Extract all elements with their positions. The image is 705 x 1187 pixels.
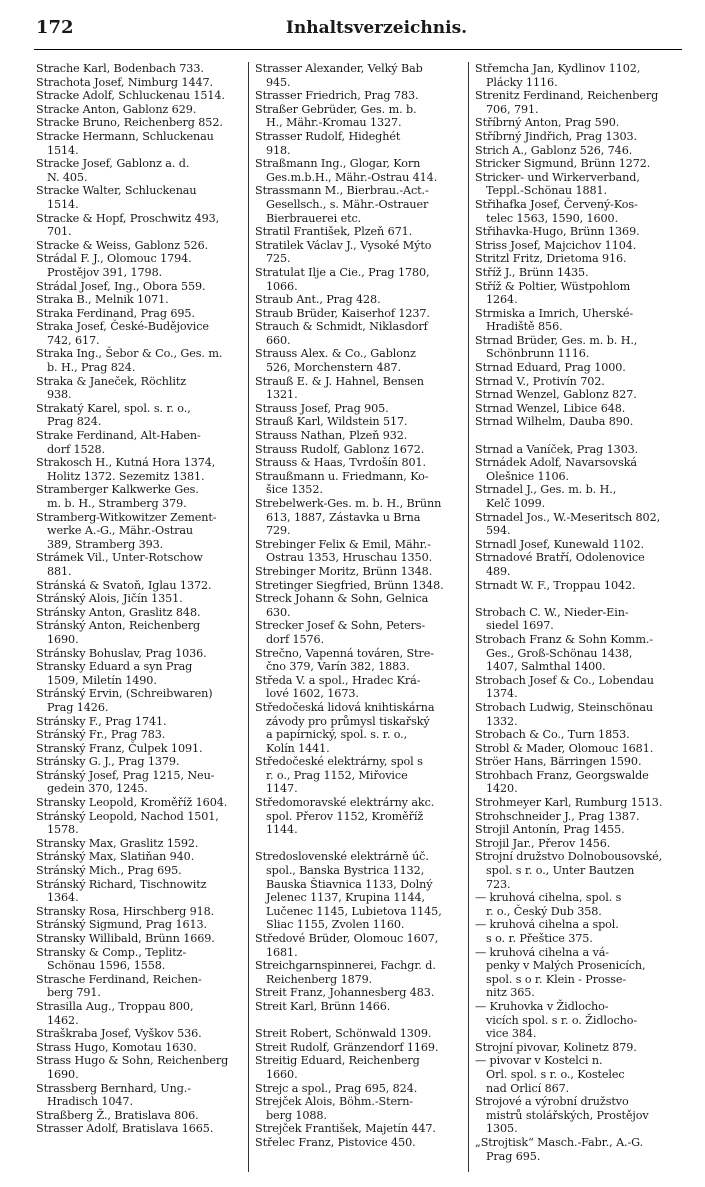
- index-entry-line: Strnádek Adolf, Navarsovská: [475, 456, 637, 470]
- index-entry-line: Stredoslovenské elektrárně úč.: [255, 850, 429, 864]
- index-entry-line: vice 384.: [486, 1027, 537, 1041]
- index-entry-line: Orl. spol. s r. o., Kostelec: [486, 1067, 625, 1081]
- index-entry-line: Plácky 1116.: [486, 75, 558, 89]
- index-entry-line: Hradiště 856.: [486, 320, 563, 334]
- index-entry-line: Strnad Wilhelm, Dauba 890.: [475, 415, 634, 429]
- spacer-line: [255, 837, 468, 851]
- page-header: [34, 17, 679, 43]
- index-entry-line: Stransky & Comp., Teplitz-: [36, 945, 187, 959]
- index-entry-line: Strobach Franz & Sohn Komm.-: [475, 632, 653, 646]
- index-entry-line: 1374.: [486, 687, 518, 701]
- column-divider: [248, 62, 249, 1172]
- index-entry-line: spol. Přerov 1152, Kroměříž: [266, 809, 424, 823]
- index-entry-line: Strojní družstvo Dolnobousovské,: [475, 850, 663, 864]
- index-entry-line: 706, 791.: [486, 102, 539, 116]
- index-entry-line: Středočeské elektrárny, spol s: [255, 755, 423, 769]
- index-entry-line: Strauss Nathan, Plzeň 932.: [255, 429, 408, 443]
- index-entry-line: Strobl & Mader, Olomouc 1681.: [475, 741, 654, 755]
- index-entry-line: lové 1602, 1673.: [266, 687, 359, 701]
- index-entry-line: Strebinger Moritz, Brünn 1348.: [255, 564, 433, 578]
- index-entry-line: Gesellsch., s. Mähr.-Ostrauer: [266, 197, 429, 211]
- index-entry-line: r. o., Prag 1152, Miřovice: [266, 768, 408, 782]
- index-entry-line: Prag 824.: [47, 415, 102, 429]
- column-divider: [468, 62, 469, 1172]
- index-entry-line: Kolín 1441.: [266, 741, 330, 755]
- index-entry-line: 489.: [486, 564, 511, 578]
- index-entry-line: 1332.: [486, 714, 518, 728]
- index-entry-line: Straka B., Melnik 1071.: [36, 293, 169, 307]
- index-entry-line: Stránský Max, Slatiňan 940.: [36, 850, 195, 864]
- index-entry-line: Strojil Antonín, Prag 1455.: [475, 823, 625, 837]
- index-entry-line: r. o., Český Dub 358.: [486, 904, 602, 918]
- index-entry-line: Strohbach Franz, Georgswalde: [475, 768, 649, 782]
- index-entry-line: Stránský Fr., Prag 783.: [36, 728, 166, 742]
- index-entry-line: Stránský Josef, Prag 1215, Neu-: [36, 768, 215, 782]
- index-entry-line: 1514.: [47, 197, 79, 211]
- index-entry-line: Strauß E. & J. Hahnel, Bensen: [255, 374, 424, 388]
- index-entry-line: Stritzl Fritz, Drietoma 916.: [475, 252, 627, 266]
- index-entry-line: Strádal F. J., Olomouc 1794.: [36, 252, 192, 266]
- index-entry-line: Stránsky F., Prag 1741.: [36, 714, 167, 728]
- index-entry-line: 660.: [266, 333, 291, 347]
- index-entry-line: dorf 1528.: [47, 442, 105, 456]
- index-entry-line: Lučenec 1145, Lubietova 1145,: [266, 904, 442, 918]
- index-entry-line: Stránský Sigmund, Prag 1613.: [36, 918, 207, 932]
- index-entry-line: Strobach C. W., Nieder-Ein-: [475, 605, 629, 619]
- index-column-1: [36, 62, 246, 1172]
- index-entry-line: Strasser Adolf, Bratislava 1665.: [36, 1122, 214, 1136]
- index-entry-line: Strnadové Bratří, Odolenovice: [475, 551, 645, 565]
- index-entry-line: Olešnice 1106.: [486, 469, 569, 483]
- index-entry-line: Stransky Max, Graslitz 1592.: [36, 836, 199, 850]
- index-entry-line: Streit Robert, Schönwald 1309.: [255, 1027, 432, 1041]
- index-entry-line: Strnad V., Protivín 702.: [475, 374, 605, 388]
- index-entry-line: 701.: [47, 225, 72, 239]
- index-entry-line: Stramberg-Witkowitzer Zement-: [36, 510, 217, 524]
- index-entry-line: 1578.: [47, 823, 79, 837]
- index-entry-line: Streit Karl, Brünn 1466.: [255, 999, 391, 1013]
- index-entry-line: šice 1352.: [266, 483, 323, 497]
- index-entry-line: 1420.: [486, 782, 518, 796]
- index-entry-line: Stratil František, Plzeň 671.: [255, 225, 413, 239]
- index-entry-line: Stránsky G. J., Prag 1379.: [36, 755, 180, 769]
- index-entry-line: 1660.: [266, 1067, 298, 1081]
- index-entry-line: Prag 1426.: [47, 700, 109, 714]
- index-entry-line: Stricker- und Wirkerverband,: [475, 170, 640, 184]
- index-entry-line: Strnad Wenzel, Gablonz 827.: [475, 388, 637, 402]
- index-entry-line: Strnad Brüder, Ges. m. b. H.,: [475, 333, 638, 347]
- index-entry-line: N. 405.: [47, 170, 88, 184]
- index-entry-line: s o. r. Přeštice 375.: [486, 932, 593, 945]
- index-entry-line: 613, 1887, Zástavka u Brna: [266, 510, 421, 524]
- index-entry-line: werke A.-G., Mähr.-Ostrau: [47, 524, 194, 538]
- index-entry-line: 729.: [266, 524, 291, 538]
- index-entry-line: Strich A., Gablonz 526, 746.: [475, 143, 633, 157]
- index-entry-line: Stříž J., Brünn 1435.: [475, 265, 589, 279]
- index-entry-line: Strasilla Aug., Troppau 800,: [36, 999, 194, 1013]
- index-entry-line: telec 1563, 1590, 1600.: [486, 211, 619, 225]
- spacer-line: [475, 429, 680, 443]
- index-entry-line: Strnadl Josef, Kunewald 1102.: [475, 537, 644, 551]
- index-entry-line: Strnadel Jos., W.-Meseritsch 802,: [475, 510, 661, 524]
- index-entry-line: a papírnický, spol. s. r. o.,: [266, 728, 408, 742]
- index-entry-line: — pivovar v Kostelci n.: [475, 1054, 603, 1068]
- index-entry-line: 1305.: [486, 1122, 518, 1136]
- index-entry-line: Stranský Franz, Čulpek 1091.: [36, 741, 203, 755]
- index-entry-line: Strauß Karl, Wildstein 517.: [255, 415, 408, 429]
- index-entry-line: Ströer Hans, Bärringen 1590.: [475, 755, 642, 769]
- index-entry-line: — Kruhovka v Židlocho-: [475, 999, 609, 1013]
- index-entry-line: Strenitz Ferdinand, Reichenberg: [475, 89, 659, 103]
- index-entry-line: Reichenberg 1879.: [266, 972, 373, 986]
- index-entry-line: Strebinger Felix & Emil, Mähr.-: [255, 537, 431, 551]
- index-entry-line: Strassmann M., Bierbrau.-Act.-: [255, 184, 429, 198]
- index-entry-line: 1147.: [266, 782, 298, 796]
- index-entry-line: Středomoravské elektrárny akc.: [255, 796, 435, 810]
- index-entry-line: Stracke Walter, Schluckenau: [36, 184, 197, 198]
- index-entry-line: Bierbrauerei etc.: [266, 211, 362, 225]
- index-entry-line: Stránský Alois, Jičín 1351.: [36, 592, 183, 606]
- index-entry-line: Strobach & Co., Turn 1853.: [475, 728, 630, 742]
- index-entry-line: „Strojtisk“ Masch.-Fabr., A.-G.: [475, 1135, 644, 1149]
- index-entry-line: Strassberg Bernhard, Ung.-: [36, 1081, 191, 1095]
- index-entry-line: mistrů stolářských, Prostějov: [486, 1108, 649, 1122]
- index-entry-line: Strasser Rudolf, Hideghét: [255, 129, 401, 143]
- index-entry-line: Strass Hugo, Komotau 1630.: [36, 1040, 197, 1054]
- index-entry-line: Strnad Wenzel, Libice 648.: [475, 401, 626, 415]
- index-entry-line: Strasche Ferdinand, Reichen-: [36, 972, 202, 986]
- index-entry-line: Kelč 1099.: [486, 497, 546, 510]
- index-entry-line: Stránsky Bohuslav, Prag 1036.: [36, 646, 207, 660]
- index-entry-line: Teppl.-Schönau 1881.: [486, 184, 607, 198]
- index-entry-line: Strmiska a Imrich, Uherské-: [475, 306, 634, 320]
- index-entry-line: závody pro průmysl tiskařský: [266, 714, 430, 728]
- index-entry-line: Stracke Anton, Gablonz 629.: [36, 102, 197, 116]
- index-entry-line: 389, Stramberg 393.: [47, 537, 164, 551]
- index-entry-line: Stříž & Poltier, Wüstpohlom: [475, 279, 631, 293]
- index-entry-line: siedel 1697.: [486, 619, 554, 633]
- index-entry-line: Střemcha Jan, Kydlinov 1102,: [475, 62, 641, 75]
- index-entry-line: Streichgarnspinnerei, Fachgr. d.: [255, 959, 436, 973]
- index-entry-line: Strnad a Vaníček, Prag 1303.: [475, 442, 639, 456]
- index-entry-line: 881.: [47, 564, 72, 578]
- index-entry-line: Strobach Josef & Co., Lobendau: [475, 673, 654, 687]
- index-entry-line: 1407, Salmthal 1400.: [486, 660, 606, 674]
- index-entry-line: Stracke Adolf, Schluckenau 1514.: [36, 89, 225, 103]
- index-entry-line: 630.: [266, 605, 291, 619]
- index-entry-line: Stransky Eduard a syn Prag: [36, 660, 193, 674]
- index-entry-line: Strohschneider J., Prag 1387.: [475, 809, 640, 823]
- index-entry-line: Strachota Josef, Nimburg 1447.: [36, 75, 213, 89]
- index-entry-line: Středočeská lidová knihtiskárna: [255, 700, 435, 714]
- index-entry-line: Stránsky Anton, Graslitz 848.: [36, 605, 201, 619]
- index-entry-line: Straßer Gebrüder, Ges. m. b.: [255, 102, 417, 116]
- index-entry-line: Straub Brüder, Kaiserhof 1237.: [255, 306, 430, 320]
- index-entry-line: Straka Josef, České-Budějovice: [36, 320, 209, 334]
- index-entry-line: Strache Karl, Bodenbach 733.: [36, 62, 204, 75]
- index-entry-line: Strnad Eduard, Prag 1000.: [475, 361, 626, 375]
- index-entry-line: Stříbrný Anton, Prag 590.: [475, 116, 620, 130]
- index-entry-line: Strasser Alexander, Velký Bab: [255, 62, 423, 75]
- index-entry-line: Střihafka Josef, Červený-Kos-: [475, 197, 638, 211]
- index-entry-line: m. b. H., Stramberg 379.: [47, 497, 187, 510]
- index-entry-line: Stránský Ervin, (Schreibwaren): [36, 687, 213, 701]
- index-entry-line: Strámek Vil., Unter-Rotschow: [36, 551, 203, 565]
- index-entry-line: 1144.: [266, 823, 298, 837]
- index-entry-line: Stransky Willibald, Brünn 1669.: [36, 932, 215, 945]
- index-entry-line: — kruhová cihelna, spol. s: [475, 891, 622, 905]
- spacer-line: [255, 1014, 468, 1028]
- index-entry-line: Strauss Rudolf, Gablonz 1672.: [255, 442, 425, 456]
- index-entry-line: Stránský Richard, Tischnowitz: [36, 877, 207, 891]
- index-entry-line: Strauss Alex. & Co., Gablonz: [255, 347, 416, 361]
- index-entry-line: Strojní pivovar, Kolinetz 879.: [475, 1040, 637, 1054]
- index-entry-line: 723.: [486, 877, 511, 891]
- index-entry-line: nitz 365.: [486, 986, 535, 1000]
- page-number: 172: [36, 17, 74, 38]
- index-entry-line: 594.: [486, 524, 511, 538]
- index-entry-line: Strejček Alois, Böhm.-Stern-: [255, 1095, 414, 1109]
- index-entry-line: Středové Brüder, Olomouc 1607,: [255, 932, 439, 945]
- index-entry-line: Stránský Mich., Prag 695.: [36, 864, 182, 878]
- index-entry-line: Schönau 1596, 1558.: [47, 959, 166, 973]
- running-title: Inhaltsverzeichnis.: [285, 18, 468, 38]
- index-entry-line: Straußmann u. Friedmann, Ko-: [255, 469, 429, 483]
- index-entry-line: čno 379, Varín 382, 1883.: [266, 660, 410, 674]
- index-column-2: [255, 62, 468, 1172]
- index-entry-line: Bauska Štiavnica 1133, Dolný: [266, 877, 433, 891]
- index-entry-line: Stránský Leopold, Nachod 1501,: [36, 809, 219, 823]
- index-entry-line: Ges.m.b.H., Mähr.-Ostrau 414.: [266, 170, 438, 184]
- index-entry-line: Stransky Rosa, Hirschberg 918.: [36, 904, 215, 918]
- index-entry-line: Stretinger Siegfried, Brünn 1348.: [255, 578, 444, 592]
- index-entry-line: berg 791.: [47, 986, 101, 1000]
- index-entry-line: Jelenec 1137, Krupina 1144,: [266, 891, 425, 905]
- index-entry-line: Straka & Janeček, Röchlitz: [36, 374, 187, 388]
- index-entry-line: Střelec Franz, Pistovice 450.: [255, 1135, 416, 1149]
- index-entry-line: Streck Johann & Sohn, Gelnica: [255, 592, 429, 606]
- index-entry-line: Strauch & Schmidt, Niklasdorf: [255, 320, 428, 334]
- index-entry-line: Streit Rudolf, Gränzendorf 1169.: [255, 1040, 439, 1054]
- index-entry-line: H., Mähr.-Kromau 1327.: [266, 116, 402, 130]
- index-entry-line: Střihavka-Hugo, Brünn 1369.: [475, 225, 640, 239]
- index-entry-line: Stransky Leopold, Kroměříž 1604.: [36, 796, 228, 810]
- index-entry-line: Stránský Anton, Reichenberg: [36, 619, 201, 633]
- index-entry-line: Strauss Josef, Prag 905.: [255, 401, 389, 415]
- index-entry-line: Schönbrunn 1116.: [486, 347, 590, 361]
- index-entry-line: Strejc a spol., Prag 695, 824.: [255, 1081, 418, 1095]
- index-entry-line: 1364.: [47, 891, 79, 905]
- index-entry-line: 1509, Miletín 1490.: [47, 673, 157, 687]
- index-entry-line: Strauss & Haas, Tvrdošín 801.: [255, 456, 427, 470]
- index-entry-line: Strádal Josef, Ing., Obora 559.: [36, 279, 206, 293]
- index-entry-line: Straub Ant., Prag 428.: [255, 293, 381, 307]
- index-entry-line: 1321.: [266, 388, 298, 402]
- index-entry-line: 1514.: [47, 143, 79, 157]
- index-entry-line: Ges., Groß-Schönau 1438,: [486, 646, 633, 660]
- index-entry-line: 945.: [266, 75, 291, 89]
- index-entry-line: Stracke & Weiss, Gablonz 526.: [36, 238, 209, 252]
- header-rule: [34, 49, 682, 50]
- index-entry-line: Středa V. a spol., Hradec Krá-: [255, 673, 421, 687]
- index-entry-line: Streitig Eduard, Reichenberg: [255, 1054, 420, 1068]
- index-entry-line: Stricker Sigmund, Brünn 1272.: [475, 157, 651, 171]
- index-entry-line: Stracke Bruno, Reichenberg 852.: [36, 116, 223, 130]
- index-entry-line: vicích spol. s r. o. Židlocho-: [486, 1013, 638, 1027]
- index-entry-line: Holitz 1372. Sezemitz 1381.: [47, 469, 205, 483]
- index-entry-line: Strnadel J., Ges. m. b. H.,: [475, 483, 617, 497]
- index-entry-line: Striss Josef, Majcichov 1104.: [475, 238, 637, 252]
- index-entry-line: nad Orlicí 867.: [486, 1081, 570, 1095]
- index-entry-line: Stránská & Svatoň, Iglau 1372.: [36, 578, 212, 592]
- index-entry-line: Strobach Ludwig, Steinschönau: [475, 700, 654, 714]
- index-entry-line: Straßmann Ing., Glogar, Korn: [255, 157, 421, 171]
- index-entry-line: 1690.: [47, 1067, 79, 1081]
- index-entry-line: Strasser Friedrich, Prag 783.: [255, 89, 419, 103]
- index-entry-line: — kruhová cihelna a vá-: [475, 945, 609, 959]
- index-entry-line: Straßberg Ž., Bratislava 806.: [36, 1108, 199, 1122]
- index-entry-line: Prostějov 391, 1798.: [47, 265, 163, 279]
- index-column-3: [475, 62, 680, 1172]
- index-entry-line: 1264.: [486, 293, 518, 307]
- index-entry-line: Streit Franz, Johannesberg 483.: [255, 986, 435, 1000]
- index-entry-line: Stratulat Ilje a Cie., Prag 1780,: [255, 265, 430, 279]
- index-entry-line: Strass Hugo & Sohn, Reichenberg: [36, 1054, 229, 1068]
- index-entry-line: spol. s r. o., Unter Bautzen: [486, 864, 635, 878]
- index-entry-line: berg 1088.: [266, 1108, 327, 1122]
- index-entry-line: Strnadt W. F., Troppau 1042.: [475, 578, 636, 592]
- index-entry-line: 938.: [47, 388, 72, 402]
- index-entry-line: Straka Ing., Šebor & Co., Ges. m.: [36, 347, 223, 361]
- index-entry-line: Strebelwerk-Ges. m. b. H., Brünn: [255, 497, 442, 510]
- index-entry-line: Stracke Hermann, Schluckenau: [36, 129, 214, 143]
- index-entry-line: Strečno, Vapenná továren, Stre-: [255, 646, 434, 660]
- index-entry-line: Strojil Jar., Přerov 1456.: [475, 836, 611, 850]
- index-entry-line: b. H., Prag 824.: [47, 361, 136, 375]
- index-entry-line: 725.: [266, 252, 291, 266]
- index-entry-line: spol., Banska Bystrica 1132,: [266, 864, 425, 878]
- index-entry-line: Stramberger Kalkwerke Ges.: [36, 483, 199, 497]
- index-entry-line: Prag 695.: [486, 1149, 541, 1163]
- index-entry-line: 1066.: [266, 279, 298, 293]
- index-entry-line: Straka Ferdinand, Prag 695.: [36, 306, 195, 320]
- index-entry-line: Strake Ferdinand, Alt-Haben-: [36, 429, 201, 443]
- index-entry-line: Strojové a výrobní družstvo: [475, 1095, 629, 1109]
- index-entry-line: 526, Morchenstern 487.: [266, 361, 401, 375]
- index-entry-line: Straškraba Josef, Vyškov 536.: [36, 1027, 202, 1041]
- index-entry-line: penky v Malých Prosenicích,: [486, 959, 646, 973]
- index-entry-line: Hradisch 1047.: [47, 1095, 133, 1109]
- index-entry-line: Ostrau 1353, Hruschau 1350.: [266, 551, 433, 565]
- index-entry-line: Strecker Josef & Sohn, Peters-: [255, 619, 426, 633]
- index-entry-line: dorf 1576.: [266, 632, 324, 646]
- index-entry-line: spol. s o r. Klein - Prosse-: [486, 972, 627, 986]
- index-entry-line: Strejček František, Majetín 447.: [255, 1122, 436, 1136]
- index-entry-line: gedein 370, 1245.: [47, 782, 148, 796]
- index-entry-line: Stracke Josef, Gablonz a. d.: [36, 157, 190, 171]
- index-entry-line: Strakosch H., Kutná Hora 1374,: [36, 456, 216, 470]
- index-entry-line: Stracke & Hopf, Proschwitz 493,: [36, 211, 220, 225]
- index-entry-line: 918.: [266, 143, 291, 157]
- index-entry-line: — kruhová cihelna a spol.: [475, 918, 619, 932]
- index-entry-line: Strakatý Karel, spol. s. r. o.,: [36, 401, 191, 415]
- index-entry-line: 1681.: [266, 945, 298, 959]
- index-entry-line: Stratilek Václav J., Vysoké Mýto: [255, 238, 432, 252]
- index-entry-line: Stříbrný Jindřich, Prag 1303.: [475, 129, 638, 143]
- index-entry-line: 1690.: [47, 632, 79, 646]
- index-entry-line: Strohmeyer Karl, Rumburg 1513.: [475, 796, 663, 810]
- spacer-line: [475, 592, 680, 606]
- index-entry-line: 742, 617.: [47, 333, 100, 347]
- index-entry-line: 1462.: [47, 1013, 79, 1027]
- index-entry-line: Sliac 1155, Zvolen 1160.: [266, 918, 405, 932]
